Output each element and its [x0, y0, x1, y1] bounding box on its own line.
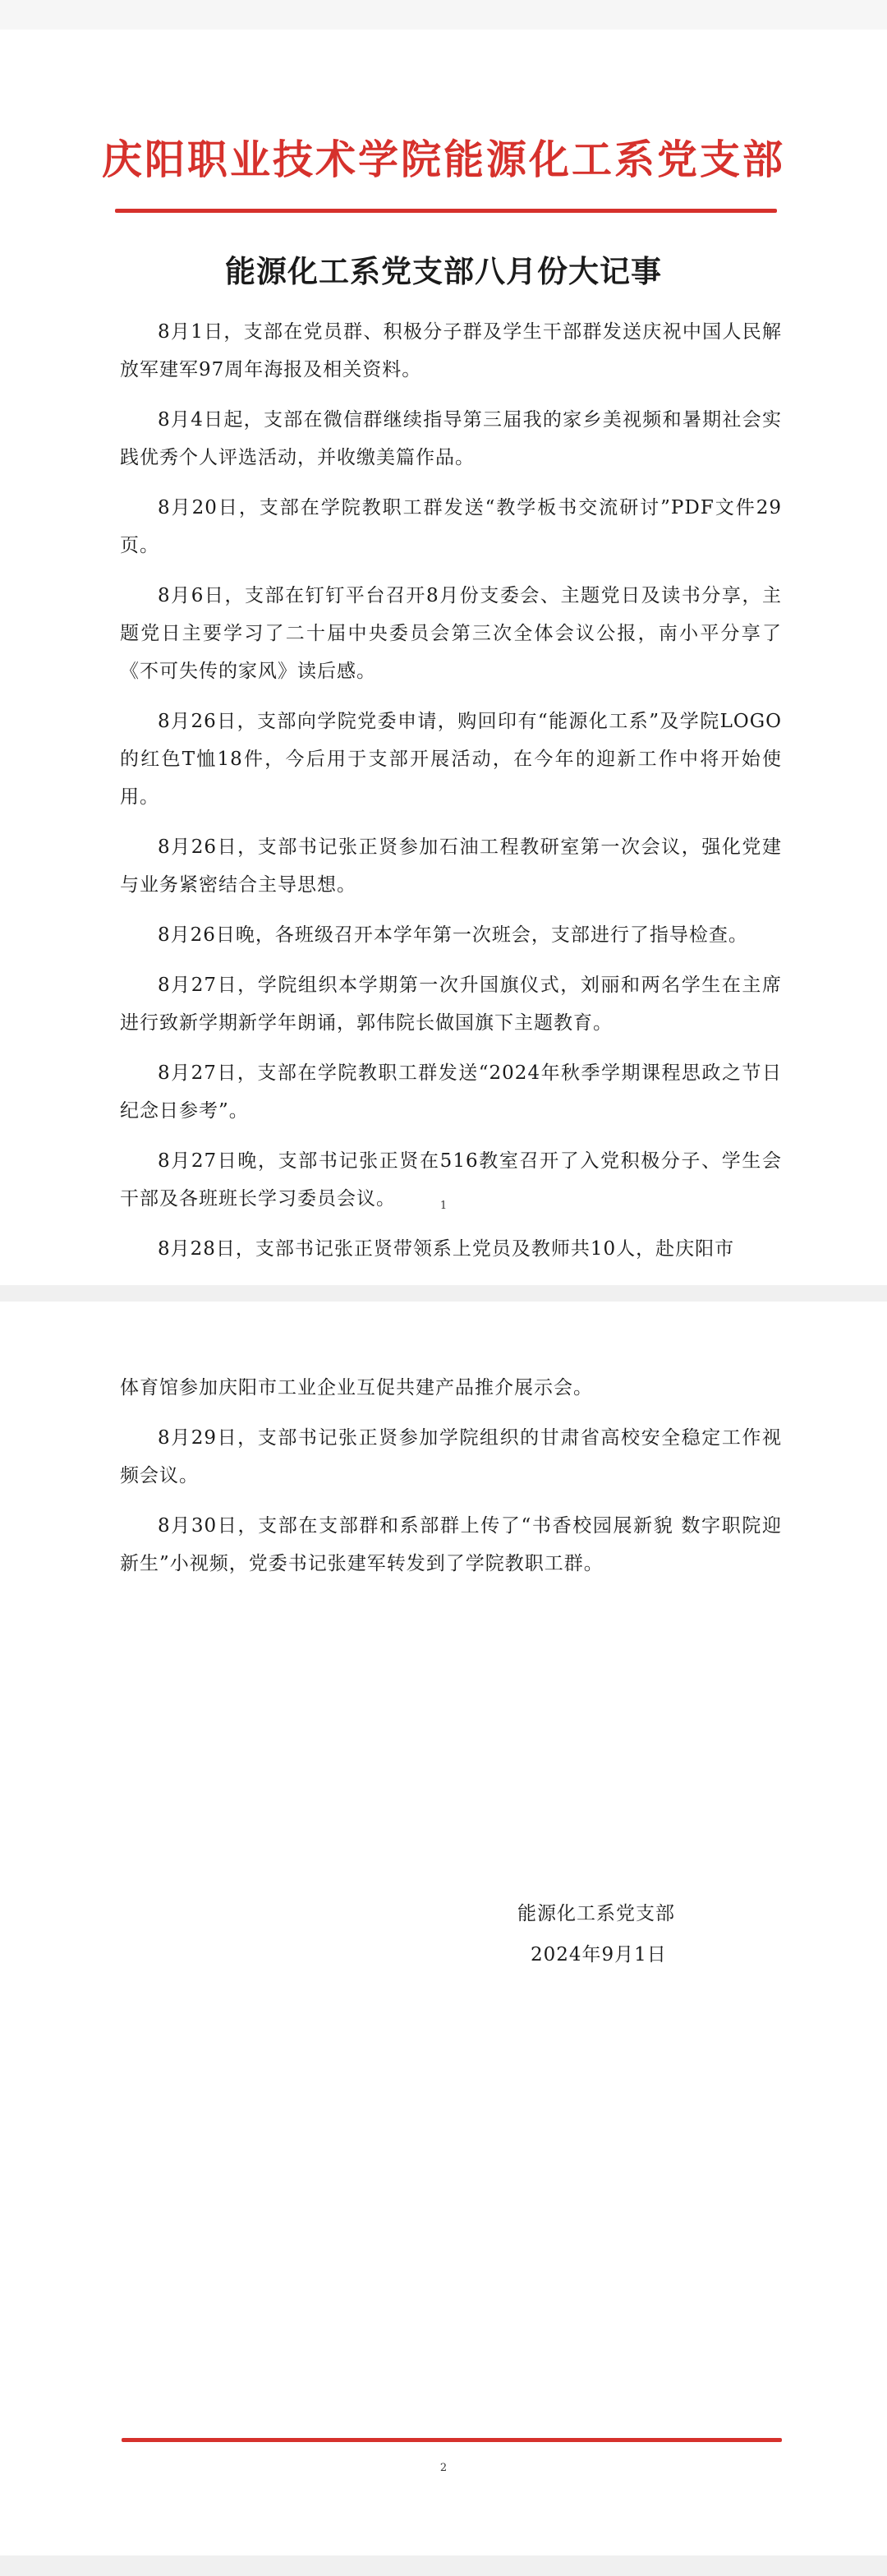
paragraph: 8月26日晚，各班级召开本学年第一次班会，支部进行了指导检查。: [158, 924, 748, 946]
paragraph: 8月26日，支部书记张正贤参加石油工程教研室第一次会议，强化党建与业务紧密结合主导思想。: [120, 836, 782, 896]
paragraph: 8月27日，支部在学院教职工群发送“2024年秋季学期课程思政之节日纪念日参考”。: [120, 1062, 782, 1122]
page1-body: [120, 313, 782, 1280]
paragraph: 8月6日，支部在钉钉平台召开8月份支委会、主题党日及读书分享，主题党日主要学习了二十届中央委员会第三次全体会议公报，南小平分享了《不可失传的家风》读后感。: [120, 585, 782, 682]
page2-body: [120, 1369, 782, 1595]
document-page-1: [0, 30, 887, 1285]
paragraph: 8月27日，学院组织本学期第一次升国旗仪式，刘丽和两名学生在主席进行致新学期新学年朗诵，郭伟院长做国旗下主题教育。: [120, 975, 782, 1034]
document-title: 能源化工系党支部八月份大记事: [225, 253, 662, 289]
paragraph: 8月27日晚，支部书记张正贤在516教室召开了入党积极分子、学生会干部及各班班长学习委员会议。: [120, 1150, 782, 1210]
paragraph: 8月29日，支部书记张正贤参加学院组织的甘肃省高校安全稳定工作视频会议。: [120, 1427, 782, 1486]
paragraph: 8月1日，支部在党员群、积极分子群及学生干部群发送庆祝中国人民解放军建军97周年海报及相关资料。: [120, 321, 782, 380]
document-page-2: [0, 1302, 887, 2555]
paragraph: 8月20日，支部在学院教职工群发送“教学板书交流研讨”PDF文件29页。: [120, 497, 782, 556]
viewer-top-strip: [0, 0, 887, 30]
paragraph-continuation: 体育馆参加庆阳市工业企业互促共建产品推介展示会。: [120, 1377, 593, 1399]
signature-date: 2024年9月1日: [531, 1944, 667, 1965]
header-red-rule: [115, 209, 777, 213]
institution-header: 庆阳职业技术学院能源化工系党支部: [101, 136, 785, 183]
paragraph: 8月26日，支部向学院党委申请，购回印有“能源化工系”及学院LOGO的红色T恤18件，今后用于支部开展活动，在今年的迎新工作中将开始使用。: [120, 711, 782, 808]
page-number: 2: [439, 2462, 448, 2474]
paragraph: 8月28日，支部书记张正贤带领系上党员及教师共10人，赴庆阳市: [158, 1238, 735, 1260]
signature-organization: 能源化工系党支部: [517, 1903, 675, 1924]
footer-red-rule: [122, 2438, 782, 2442]
page-number: 1: [439, 1200, 448, 1212]
paragraph: 8月4日起，支部在微信群继续指导第三届我的家乡美视频和暑期社会实践优秀个人评选活动，并收缴美篇作品。: [120, 409, 782, 468]
paragraph: 8月30日，支部在支部群和系部群上传了“书香校园展新貌 数字职院迎新生”小视频，党委书记张建军转发到了学院教职工群。: [120, 1515, 782, 1574]
